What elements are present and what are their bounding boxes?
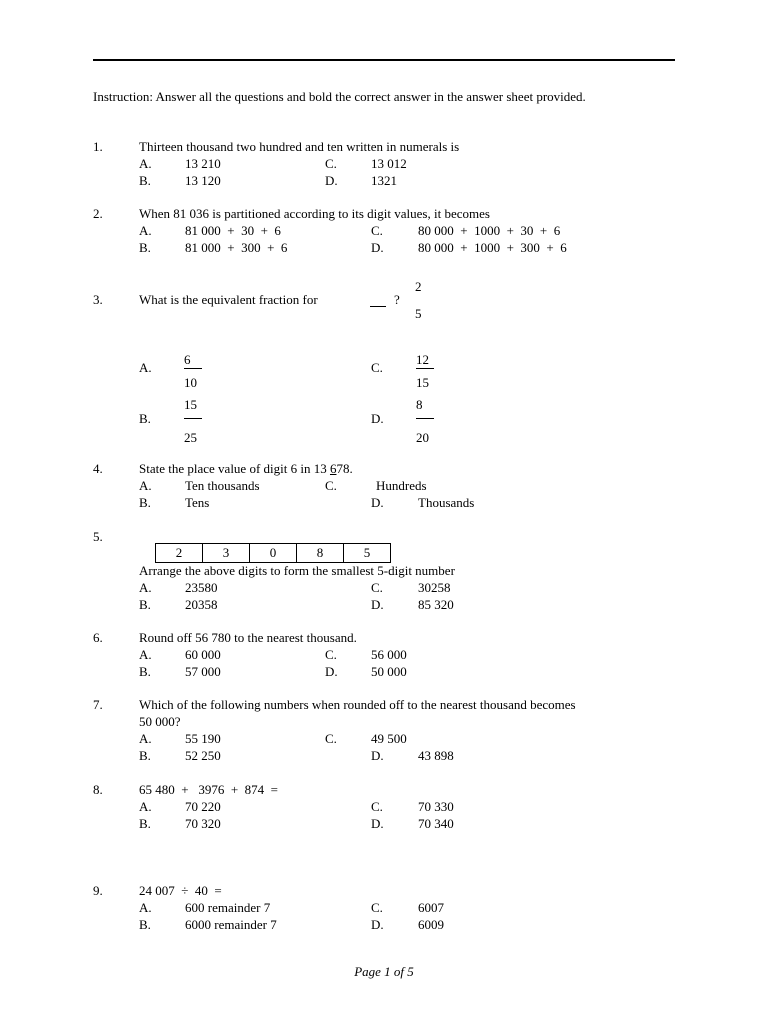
q5-option-c: 30258: [418, 580, 451, 595]
q5-label-c: C.: [371, 580, 383, 595]
q2-label-a: A.: [139, 223, 152, 238]
q1-number: 1.: [93, 139, 103, 154]
q3-option-d-numerator: 8: [416, 397, 423, 412]
q2-label-d: D.: [371, 240, 384, 255]
q4-label-c: C.: [325, 478, 337, 493]
q1-label-a: A.: [139, 156, 152, 171]
q5-digit-box: [155, 543, 391, 563]
q2-text: When 81 036 is partitioned according to its digit values, it becomes: [139, 206, 490, 221]
q9-text: 24 007 ÷ 40 =: [139, 883, 222, 898]
q7-option-d: 43 898: [418, 748, 454, 763]
q4-text-before: State the place value of digit 6 in 13: [139, 461, 330, 476]
q5-digit-cell: 3: [203, 544, 250, 562]
q3-fraction-denominator: 5: [415, 306, 422, 321]
q3-option-c-numerator: 12: [416, 352, 429, 367]
q3-label-d: D.: [371, 411, 384, 426]
q1-option-c: 13 012: [371, 156, 407, 171]
q3-option-a-numerator: 6: [184, 352, 191, 367]
q7-label-a: A.: [139, 731, 152, 746]
q3-number: 3.: [93, 292, 103, 307]
q3-label-a: A.: [139, 360, 152, 375]
q5-label-d: D.: [371, 597, 384, 612]
q9-label-b: B.: [139, 917, 151, 932]
q2-option-d: 80 000 + 1000 + 300 + 6: [418, 240, 567, 255]
q4-text: [139, 460, 353, 477]
q4-option-a: Ten thousands: [185, 478, 260, 493]
q4-label-d: D.: [371, 495, 384, 510]
q9-label-d: D.: [371, 917, 384, 932]
q9-label-a: A.: [139, 900, 152, 915]
q8-label-d: D.: [371, 816, 384, 831]
q7-label-c: C.: [325, 731, 337, 746]
q4-label-a: A.: [139, 478, 152, 493]
q5-digit-cell: 2: [156, 544, 203, 562]
q4-text-underlined-digit: 6: [329, 461, 337, 476]
q9-option-a: 600 remainder 7: [185, 900, 271, 915]
q9-label-c: C.: [371, 900, 383, 915]
q6-option-d: 50 000: [371, 664, 407, 679]
q3-option-b-bar: [184, 418, 202, 419]
q4-text-after: 78.: [336, 461, 353, 476]
q3-option-c-bar: [416, 368, 434, 369]
q8-label-c: C.: [371, 799, 383, 814]
q7-text-line1: Which of the following numbers when rounded off to the nearest thousand becomes: [139, 697, 576, 712]
q5-digit-cell: 5: [363, 545, 371, 560]
q6-number: 6.: [93, 630, 103, 645]
q4-number: 4.: [93, 461, 103, 476]
q7-option-c: 49 500: [371, 731, 407, 746]
q3-option-b-numerator: 15: [184, 397, 197, 412]
top-rule: [93, 59, 675, 61]
q3-option-d-bar: [416, 418, 434, 419]
q8-option-b: 70 320: [185, 816, 221, 831]
q1-option-b: 13 120: [185, 173, 221, 188]
instruction-text: Instruction: Answer all the questions and bold the correct answer in the answer sheet provided.: [93, 89, 586, 104]
q6-label-b: B.: [139, 664, 151, 679]
q2-label-c: C.: [371, 223, 383, 238]
q2-option-c: 80 000 + 1000 + 30 + 6: [418, 223, 561, 238]
q4-option-b: Tens: [185, 495, 210, 510]
q7-number: 7.: [93, 697, 103, 712]
q9-option-b: 6000 remainder 7: [185, 917, 277, 932]
q7-label-d: D.: [371, 748, 384, 763]
q1-label-d: D.: [325, 173, 338, 188]
q2-option-b: 81 000 + 300 + 6: [185, 240, 288, 255]
q3-option-a-denominator: 10: [184, 375, 197, 390]
q3-option-d-denominator: 20: [416, 430, 429, 445]
q6-option-c: 56 000: [371, 647, 407, 662]
q3-label-c: C.: [371, 360, 383, 375]
q5-label-a: A.: [139, 580, 152, 595]
q3-option-a-bar: [184, 368, 202, 369]
q6-option-a: 60 000: [185, 647, 221, 662]
q4-option-d: Thousands: [418, 495, 475, 510]
q8-label-a: A.: [139, 799, 152, 814]
q4-option-c: Hundreds: [376, 478, 427, 493]
q2-option-a: 81 000 + 30 + 6: [185, 223, 281, 238]
q6-text: Round off 56 780 to the nearest thousand.: [139, 630, 357, 645]
q8-label-b: B.: [139, 816, 151, 831]
q3-question-mark: ?: [394, 292, 400, 307]
q1-label-b: B.: [139, 173, 151, 188]
q7-label-b: B.: [139, 748, 151, 763]
q3-option-c-denominator: 15: [416, 375, 429, 390]
q1-text: Thirteen thousand two hundred and ten written in numerals is: [139, 139, 460, 154]
q1-option-d: 1321: [371, 173, 397, 188]
q5-option-b: 20358: [185, 597, 218, 612]
q7-text-line2: 50 000?: [139, 714, 181, 729]
q8-text: 65 480 + 3976 + 874 =: [139, 782, 278, 797]
q3-fraction-bar: [370, 306, 386, 307]
q7-option-b: 52 250: [185, 748, 221, 763]
q2-label-b: B.: [139, 240, 151, 255]
q3-option-b-denominator: 25: [184, 430, 197, 445]
q2-number: 2.: [93, 206, 103, 221]
q8-option-d: 70 340: [418, 816, 454, 831]
q4-label-b: B.: [139, 495, 151, 510]
q8-option-a: 70 220: [185, 799, 221, 814]
q9-option-c: 6007: [418, 900, 444, 915]
q5-label-b: B.: [139, 597, 151, 612]
q5-digit-cell: 0: [250, 544, 297, 562]
q9-option-d: 6009: [418, 917, 444, 932]
q7-option-a: 55 190: [185, 731, 221, 746]
q5-option-a: 23580: [185, 580, 218, 595]
q3-fraction-numerator: 2: [415, 279, 422, 294]
q6-label-d: D.: [325, 664, 338, 679]
q6-label-a: A.: [139, 647, 152, 662]
q5-number: 5.: [93, 529, 103, 544]
q6-option-b: 57 000: [185, 664, 221, 679]
q5-digit-cell: 8: [297, 544, 344, 562]
q5-option-d: 85 320: [418, 597, 454, 612]
q1-option-a: 13 210: [185, 156, 221, 171]
q5-text: Arrange the above digits to form the smallest 5-digit number: [139, 563, 455, 578]
q3-text: What is the equivalent fraction for: [139, 292, 318, 307]
page-footer: Page 1 of 5: [354, 964, 414, 979]
q8-option-c: 70 330: [418, 799, 454, 814]
q9-number: 9.: [93, 883, 103, 898]
q6-label-c: C.: [325, 647, 337, 662]
q1-label-c: C.: [325, 156, 337, 171]
q8-number: 8.: [93, 782, 103, 797]
q3-label-b: B.: [139, 411, 151, 426]
